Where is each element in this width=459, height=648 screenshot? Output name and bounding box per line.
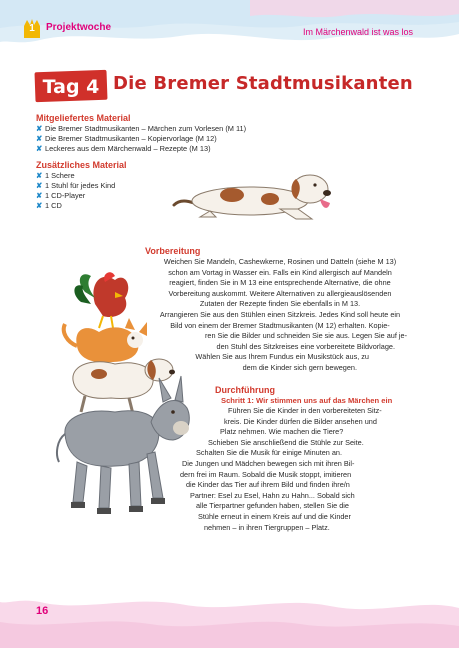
- lying-dog-illustration: [170, 165, 340, 225]
- procedure-title: Durchführung: [215, 385, 275, 395]
- preparation-title: Vorbereitung: [145, 246, 201, 256]
- additional-material-list: [36, 171, 115, 211]
- checkmark-bullet-icon: ✘: [36, 181, 43, 190]
- badge-number: 1: [29, 23, 35, 34]
- supplied-material-title: Mitgeliefertes Material: [36, 113, 131, 123]
- list-item: ✘ 1 CD-Player: [36, 191, 86, 200]
- list-item: ✘ 1 Stuhl für jedes Kind: [36, 181, 116, 190]
- checkmark-bullet-icon: ✘: [36, 201, 43, 210]
- checkmark-bullet-icon: ✘: [36, 124, 43, 133]
- chapter-label: Im Märchenwald ist was los: [302, 27, 413, 37]
- additional-material-title: Zusätzliches Material: [36, 160, 127, 170]
- step-1-title: Schritt 1: Wir stimmen uns auf das Märchen ein: [221, 396, 393, 405]
- day-tag: Tag 4: [42, 76, 100, 98]
- checkmark-bullet-icon: ✘: [36, 191, 43, 200]
- checkmark-bullet-icon: ✘: [36, 134, 43, 143]
- supplied-material-list: [36, 124, 246, 154]
- checkmark-bullet-icon: ✘: [36, 144, 43, 153]
- page-title: Die Bremer Stadtmusikanten: [113, 73, 413, 94]
- series-label: Projektwoche: [46, 22, 112, 33]
- page-number: 16: [36, 605, 49, 617]
- checkmark-bullet-icon: ✘: [36, 171, 43, 180]
- list-item: ✘ 1 CD: [36, 201, 62, 210]
- list-item: ✘ 1 Schere: [36, 171, 75, 180]
- list-item: ✘ Die Bremer Stadtmusikanten – Märchen zum Vorlesen (M 11): [36, 124, 247, 133]
- preparation-text: Weichen Sie Mandeln, Cashewkerne, Rosinen und Datteln (siehe M 13) schon am Vortag in Wasser ein. Falls ein Kind allergisch auf Mandeln reagiert, finden Sie in M 13 eine entsprechende Alternative, die ohne Vorbereitung auskommt. Weitere Alternativen zu allergieauslösenden Zutaten der Rezepte finden Sie ebenfalls in M 13. Arrangieren Sie aus den Stühlen einen Sitzkreis. Jedes Kind soll heute ein Bild von einem der Bremer Stadtmusikanten (M 12) erhalten. Kopie- ren Sie die Bilder und schneiden Sie sie aus. Legen Sie auf je- den Stuhl des Sitzkreises eine vorbereitete Bildvorlage. Wählen Sie aus Ihrem Fundus ein Musikstück aus, zu dem die Kinder sich gern bewegen.: [159, 257, 407, 372]
- list-item: ✘ Die Bremer Stadtmusikanten – Kopiervorlage (M 12): [36, 134, 217, 143]
- bottom-watercolor-band: [0, 588, 459, 648]
- procedure-text: Führen Sie die Kinder in den vorbereiteten Sitz- kreis. Die Kinder dürfen die Bilder ansehen und Platz nehmen. Wie machen die Tiere? Schieben Sie anschließend die Stühle zur Seite. Schalten Sie die Musik für einige Minuten an. Die Jungen und Mädchen bewegen sich mit ihren Bil- dern frei im Raum. Sobald die Musik stoppt, imitieren die Kinder das Tier auf ihrem Bild und finden ihre/n Partner: Esel zu Esel, Hahn zu Hahn... Sobald sich alle Tierpartner gefunden haben, stellen Sie die Stühle erneut in einem Kreis auf und die Kinder nehmen – in ihren Tiergruppen – Platz.: [180, 406, 382, 532]
- list-item: ✘ Leckeres aus dem Märchenwald – Rezepte (M 13): [36, 144, 211, 153]
